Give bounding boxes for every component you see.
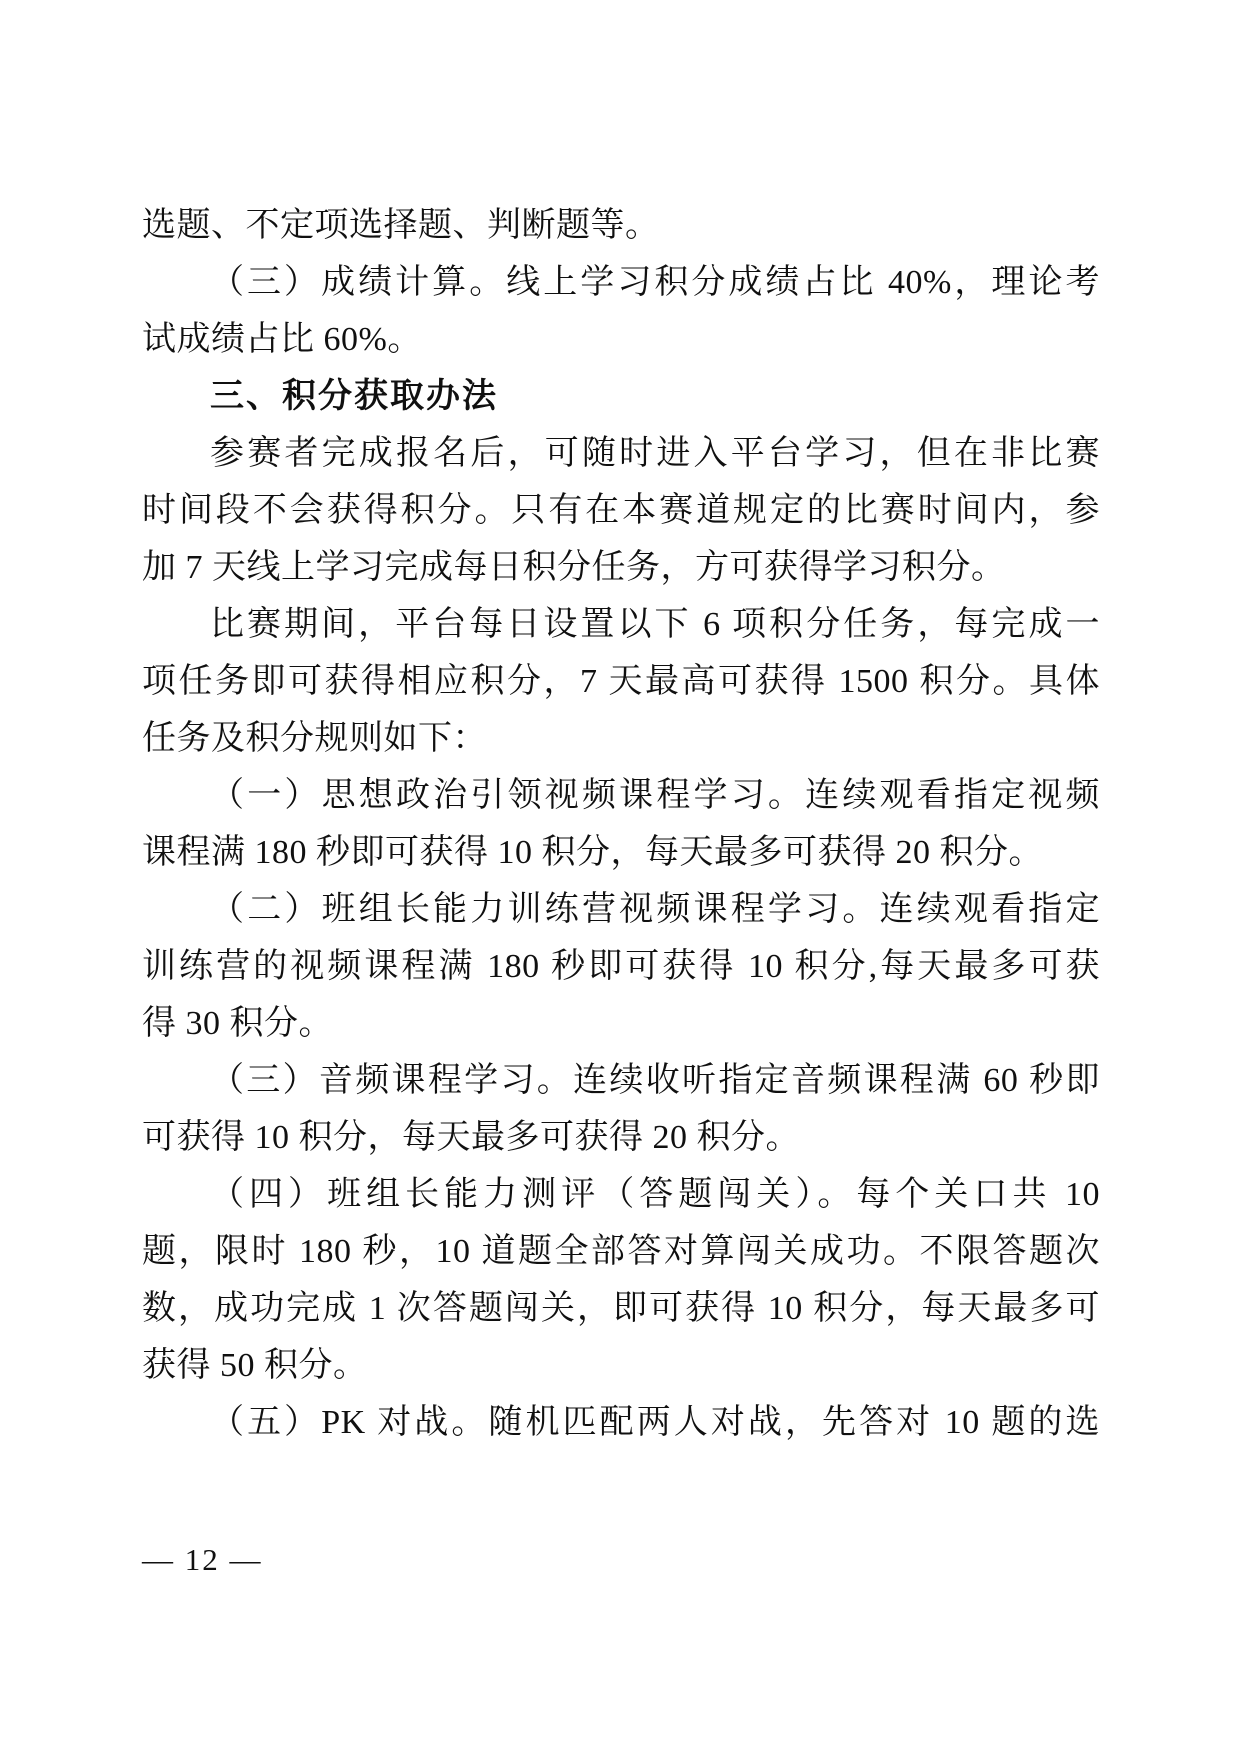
document-line: 获得 50 积分。 xyxy=(142,1347,368,1384)
document-line: 时间段不会获得积分。只有在本赛道规定的比赛时间内，参 xyxy=(142,492,1100,529)
document-line: 选题、不定项选择题、判断题等。 xyxy=(142,207,660,244)
document-line: 加 7 天线上学习完成每日积分任务，方可获得学习积分。 xyxy=(142,549,1006,586)
document-line: （三）音频课程学习。连续收听指定音频课程满 60 秒即 xyxy=(210,1062,1100,1099)
document-line: 任务及积分规则如下： xyxy=(142,720,487,757)
document-line: 项任务即可获得相应积分，7 天最高可获得 1500 积分。具体 xyxy=(142,663,1100,700)
document-line: 参赛者完成报名后，可随时进入平台学习，但在非比赛 xyxy=(210,435,1100,472)
document-line: （四）班组长能力测评（答题闯关）。每个关口共 10 xyxy=(210,1176,1100,1213)
document-line: 比赛期间，平台每日设置以下 6 项积分任务，每完成一 xyxy=(210,606,1100,643)
document-line: 数，成功完成 1 次答题闯关，即可获得 10 积分，每天最多可 xyxy=(142,1290,1100,1327)
document-line: （五）PK 对战。随机匹配两人对战，先答对 10 题的选 xyxy=(210,1404,1100,1441)
document-line: 课程满 180 秒即可获得 10 积分，每天最多可获得 20 积分。 xyxy=(142,834,1043,871)
page-number: — 12 — xyxy=(142,1542,263,1577)
document-line: 训练营的视频课程满 180 秒即可获得 10 积分,每天最多可获 xyxy=(142,948,1100,985)
document-line: 试成绩占比 60%。 xyxy=(142,321,422,358)
document-line: （三）成绩计算。线上学习积分成绩占比 40%，理论考 xyxy=(210,264,1100,301)
document-line: 题，限时 180 秒，10 道题全部答对算闯关成功。不限答题次 xyxy=(142,1233,1100,1270)
section-heading: 三、积分获取办法 xyxy=(210,377,498,415)
document-line: （二）班组长能力训练营视频课程学习。连续观看指定 xyxy=(210,891,1100,928)
document-line: 可获得 10 积分，每天最多可获得 20 积分。 xyxy=(142,1119,800,1156)
document-body xyxy=(142,197,1100,1451)
document-line: 得 30 积分。 xyxy=(142,1005,333,1042)
document-line: （一）思想政治引领视频课程学习。连续观看指定视频 xyxy=(210,777,1100,814)
